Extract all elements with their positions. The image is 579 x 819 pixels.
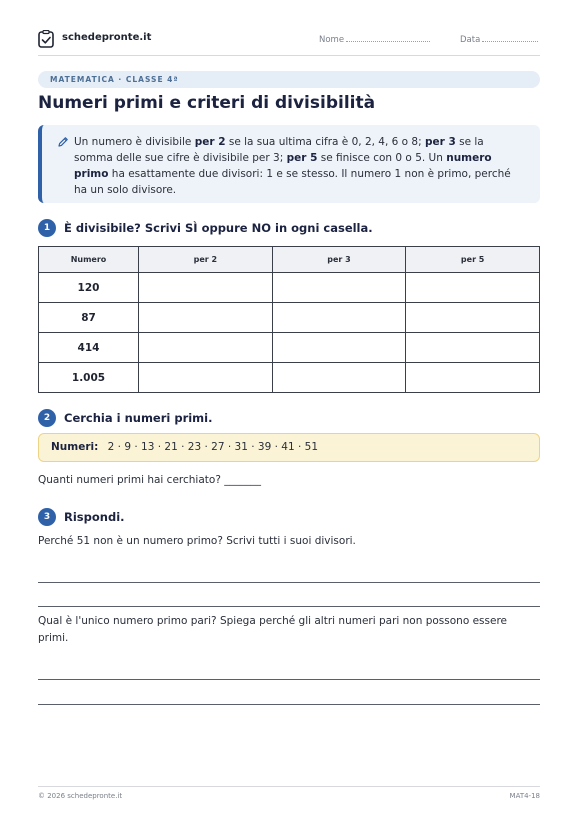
column-header-per-3: per 3 (272, 247, 406, 273)
pencil-icon (57, 136, 69, 148)
exercise-3-title: Rispondi. (64, 510, 125, 524)
exercise-3-heading (38, 508, 540, 528)
date-blank[interactable] (482, 34, 538, 42)
worksheet-code: MAT4-18 (509, 792, 540, 800)
table-row (39, 363, 540, 393)
page-header (38, 30, 540, 56)
row-number: 87 (39, 303, 139, 333)
answer-cell[interactable] (139, 273, 273, 303)
exercise-2-heading (38, 409, 540, 429)
answer-cell[interactable] (406, 303, 540, 333)
answer-cell[interactable] (272, 273, 406, 303)
row-number: 414 (39, 333, 139, 363)
answer-cell[interactable] (139, 363, 273, 393)
row-number: 1.005 (39, 363, 139, 393)
page-footer (38, 786, 540, 800)
table-header-row (39, 247, 540, 273)
answer-line[interactable] (38, 679, 540, 680)
rule-box (38, 125, 540, 203)
answer-line[interactable] (38, 704, 540, 705)
question-1: Perché 51 non è un numero primo? Scrivi tutti i suoi divisori. (38, 535, 356, 547)
exercise-1-title: È divisibile? Scrivi SÌ oppure NO in ogni casella. (64, 221, 373, 235)
rule-bold-3: per 5 (286, 152, 318, 164)
table-row (39, 333, 540, 363)
checklist-icon (38, 30, 55, 49)
category-pill: MATEMATICA · CLASSE 4ª (38, 71, 540, 88)
answer-cell[interactable] (139, 303, 273, 333)
exercise-number-badge: 1 (38, 219, 56, 237)
rule-text-5: ha esattamente due divisori: 1 e se stesso. Il numero 1 non è primo, perché ha un solo divisore. (74, 168, 511, 196)
answer-cell[interactable] (406, 273, 540, 303)
rule-text-2: se la sua ultima cifra è 0, 2, 4, 6 o 8; (225, 136, 425, 148)
column-header-per-5: per 5 (406, 247, 540, 273)
exercise-1-heading (38, 219, 540, 239)
answer-cell[interactable] (406, 363, 540, 393)
question-2: Qual è l'unico numero primo pari? Spiega perché gli altri numeri pari non possono essere primi. (38, 615, 507, 644)
numbers-label: Numeri: (51, 441, 99, 453)
table-row (39, 303, 540, 333)
rule-text-4: se finisce con 0 o 5. Un (317, 152, 447, 164)
date-label: Data (460, 35, 481, 45)
name-label: Nome (319, 35, 345, 45)
exercise-2-title: Cerchia i numeri primi. (64, 411, 213, 425)
column-header-per-2: per 2 (139, 247, 273, 273)
copyright: © 2026 schedepronte.it (38, 792, 123, 800)
answer-cell[interactable] (406, 333, 540, 363)
rule-bold-2: per 3 (425, 136, 456, 148)
table-row (39, 273, 540, 303)
row-number: 120 (39, 273, 139, 303)
answer-cell[interactable] (139, 333, 273, 363)
name-field[interactable] (319, 34, 430, 45)
answer-line[interactable] (38, 582, 540, 583)
date-field[interactable] (460, 34, 538, 45)
answer-cell[interactable] (272, 333, 406, 363)
numbers-box[interactable] (38, 433, 540, 462)
numbers-list[interactable]: 2 · 9 · 13 · 21 · 23 · 27 · 31 · 39 · 41 · 51 (107, 441, 319, 453)
name-blank[interactable] (346, 34, 430, 42)
rule-text-1: Un numero è divisibile (74, 136, 195, 148)
column-header-number: Numero (39, 247, 139, 273)
page-title: Numeri primi e criteri di divisibilità (38, 93, 376, 113)
brand-name: schedepronte.it (62, 32, 152, 43)
exercise-number-badge: 2 (38, 409, 56, 427)
exercise-number-badge: 3 (38, 508, 56, 526)
rule-text-3: se la somma delle sue cifre è divisibile per 3; (74, 136, 484, 164)
answer-cell[interactable] (272, 303, 406, 333)
prime-count-question: Quanti numeri primi hai cerchiato? _______ (38, 474, 261, 486)
answer-cell[interactable] (272, 363, 406, 393)
rule-bold-4: numero primo (74, 152, 492, 180)
answer-line[interactable] (38, 606, 540, 607)
divisibility-table (38, 246, 540, 393)
rule-bold-1: per 2 (194, 136, 226, 148)
